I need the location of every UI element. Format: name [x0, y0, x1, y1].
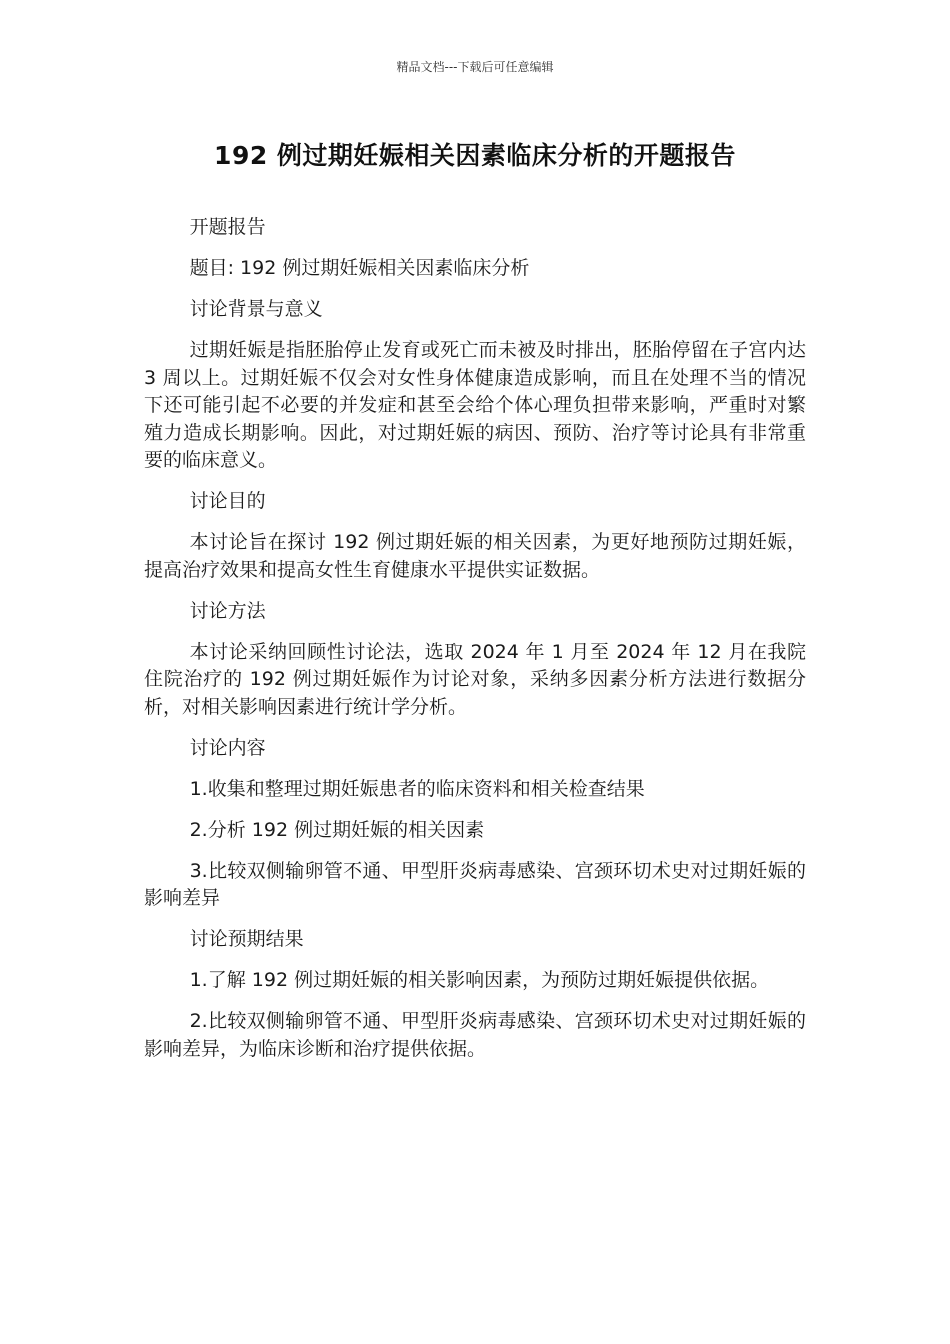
- paragraph: 题目: 192 例过期妊娠相关因素临床分析: [189, 257, 530, 279]
- paragraph: 2.比较双侧输卵管不通、甲型肝炎病毒感染、宫颈环切术史对过期妊娠的影响差异，为临床诊断和治疗提供依据。: [144, 1010, 806, 1060]
- paragraph: 讨论目的: [189, 490, 266, 512]
- header-note: 精品文档---下载后可任意编辑: [396, 60, 554, 74]
- paragraph: 讨论方法: [189, 599, 266, 622]
- paragraph: 讨论预期结果: [189, 928, 304, 950]
- document-title: 192 例过期妊娠相关因素临床分析的开题报告: [214, 141, 736, 170]
- document-body: [144, 214, 806, 1077]
- paragraph: 讨论背景与意义: [189, 298, 323, 320]
- paragraph: 1.了解 192 例过期妊娠的相关影响因素，为预防过期妊娠提供依据。: [189, 969, 770, 991]
- paragraph: 1.收集和整理过期妊娠患者的临床资料和相关检查结果: [189, 777, 645, 800]
- paragraph: 本讨论旨在探讨 192 例过期妊娠的相关因素，为更好地预防过期妊娠，提高治疗效果和提高女性生育健康水平提供实证数据。: [144, 531, 806, 581]
- paragraph: 开题报告: [189, 216, 266, 238]
- paragraph: 3.比较双侧输卵管不通、甲型肝炎病毒感染、宫颈环切术史对过期妊娠的影响差异: [144, 859, 806, 909]
- paragraph: 过期妊娠是指胚胎停止发育或死亡而未被及时排出，胚胎停留在子宫内达 3 周以上。过期妊娠不仅会对女性身体健康造成影响，而且在处理不当的情况下还可能引起不必要的并发症和甚至会给个体心理负担带来影响，严重时对繁殖力造成长期影响。因此，对过期妊娠的病因、预防、治疗等讨论具有非常重要的临床意义。: [144, 339, 806, 471]
- paragraph: 本讨论采纳回顾性讨论法，选取 2024 年 1 月至 2024 年 12 月在我院住院治疗的 192 例过期妊娠作为讨论对象，采纳多因素分析方法进行数据分析，对相关影响因素进行统计学分析。: [144, 640, 806, 718]
- paragraph: 讨论内容: [189, 736, 266, 759]
- paragraph: 2.分析 192 例过期妊娠的相关因素: [189, 818, 485, 841]
